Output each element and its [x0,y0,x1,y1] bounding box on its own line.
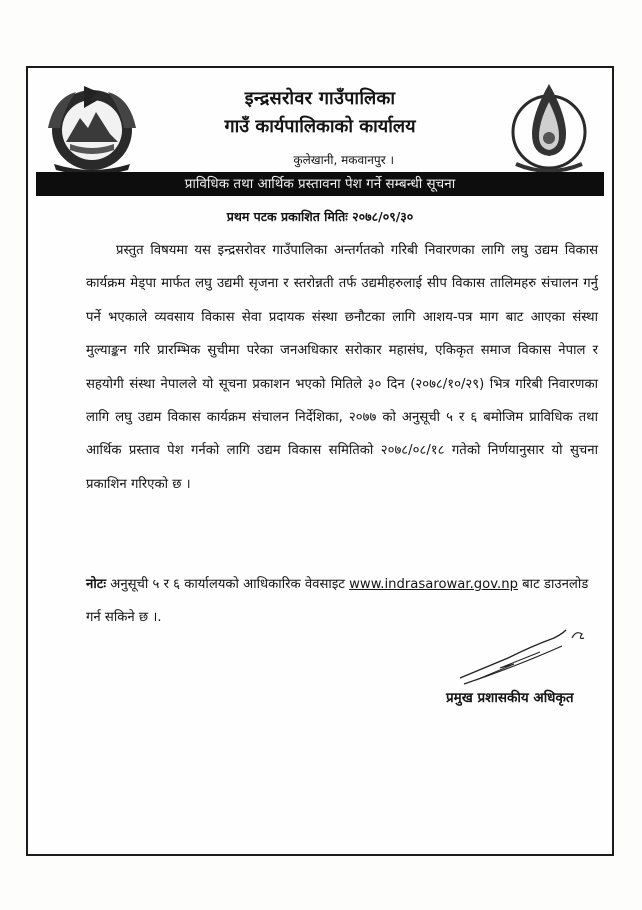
notice-body-text: प्रस्तुत विषयमा यस इन्द्रसरोवर गाउँपालिका अन्तर्गतको गरिबी निवारणका लागि लघु उद्यम विकास कार्यक्रम मेड्पा मार्फत लघु उद्यमी सृजना र स्तरोन्नती तर्फ उद्यमीहरुलाई सीप विकास तालिमहरु संचालन गर्नु पर्ने भएकाले व्यवसाय विकास सेवा प्रदायक संस्था छनौटका लागि आशय-पत्र माग बाट आएका संस्था मुल्याङ्कन गरि प्रारम्भिक सुचीमा परेका जनअधिकार सरोकार महासंघ, एकिकृत समाज विकास नेपाल र सहयोगी संस्था नेपालले यो सूचना प्रकाशन भएको मितिले ३० दिन (२०७८/१०/२९) भित्र गरिबी निवारणका लागि लघु उद्यम विकास कार्यक्रम संचालन निर्देशिका, २०७७ को अनुसूची ५ र ६ बमोजिम प्राविधिक तथा आर्थिक प्रस्ताव पेश गर्नको लागि उद्यम विकास समितिको २०७८/०८/१८ गतेको निर्णयानुसार यो सुचना प्रकाशिन गरिएको छ । [86,243,598,492]
office-name: गाउँ कार्यपालिकाको कार्यालय [224,116,416,137]
letterhead [28,68,612,188]
municipality-name: इन्द्रसरोवर गाउँपालिका [244,88,396,109]
note-text-after: बाट डाउनलोड गर्न सकिने छ ।. [86,577,589,625]
publication-date: प्रथम पटक प्रकाशित मितिः २०७८/०९/३० [226,209,414,224]
website-link[interactable]: www.indrasarowar.gov.np [349,577,518,592]
note-label: नोटः [86,577,107,592]
signatory-title: प्रमुख प्रशासकीय अधिकृत [446,690,574,706]
note-text-before: अनुसूची ५ र ६ कार्यालयको आधिकारिक वेवसाइट [106,577,350,592]
handwritten-signature [454,624,588,690]
notice-frame [26,66,614,856]
municipality-logo-icon [506,80,592,180]
office-address: कुलेखानी, मकवानपुर । [293,153,394,167]
notice-subject-banner: प्राविधिक तथा आर्थिक प्रस्तावना पेश गर्ने सम्बन्धी सूचना [36,172,604,196]
notice-body [86,234,598,501]
